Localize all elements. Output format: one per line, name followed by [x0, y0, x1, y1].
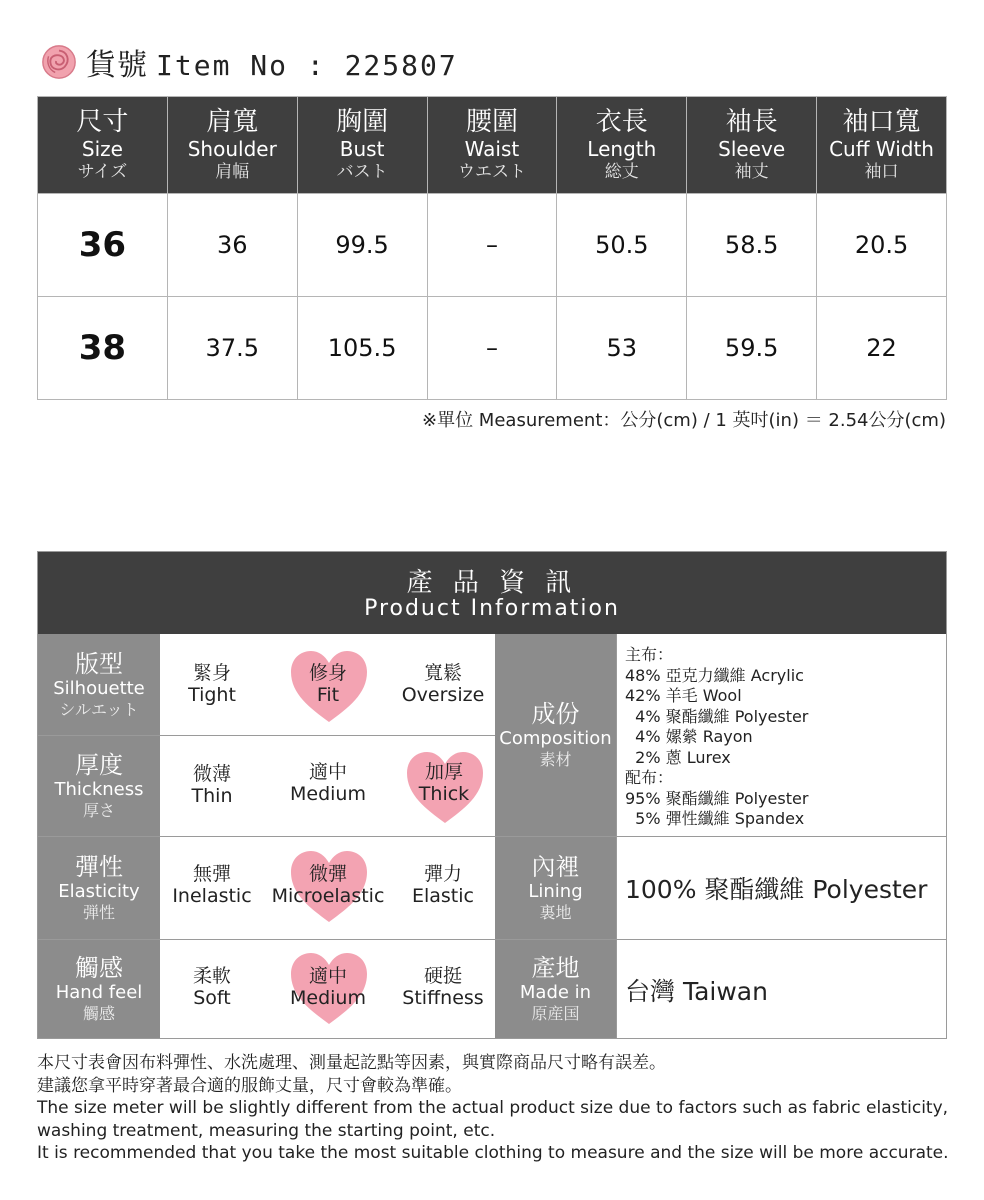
col-cuff-width: 袖口寬 Cuff Width 袖口	[817, 97, 947, 194]
option-oversize: 寬鬆 Oversize	[401, 662, 485, 706]
thickness-label: 厚度 Thickness 厚さ	[38, 736, 160, 836]
size-cell: 38	[38, 297, 168, 400]
cuff-cell: 20.5	[817, 194, 947, 297]
item-label: 貨號	[86, 48, 148, 83]
option-tight: 緊身 Tight	[188, 662, 236, 706]
rose-icon	[40, 43, 78, 81]
silhouette-label: 版型 Silhouette シルエット	[38, 634, 160, 735]
option-soft: 柔軟 Soft	[192, 965, 231, 1009]
disclaimer-line: It is recommended that you take the most suitable clothing to measure and the size will be more accurate.	[37, 1143, 949, 1163]
item-number	[86, 40, 458, 84]
option-stiffness: 硬挺 Stiffness	[402, 965, 484, 1009]
divider	[616, 634, 617, 1038]
product-info-title-en: Product Information	[364, 596, 620, 621]
bust-cell: 99.5	[297, 194, 427, 297]
waist-cell: –	[427, 194, 557, 297]
size-table	[37, 96, 947, 400]
composition-list: 主布： 48% 亞克力纖維 Acrylic 42% 羊毛 Wool 4% 聚酯纖維 Polyester 4% 嫘縈 Rayon 2% 蔥 Lurex 配布： 95% 聚酯纖維 Polyester 5% 彈性纖維 Spandex	[625, 645, 809, 828]
shoulder-cell: 36	[167, 194, 297, 297]
divider	[38, 939, 946, 940]
item-no: Item No : 225807	[156, 49, 458, 82]
option-elastic: 彈力 Elastic	[411, 863, 474, 907]
col-bust: 胸圍 Bust バスト	[297, 97, 427, 194]
length-cell: 50.5	[557, 194, 687, 297]
option-medium: 適中 Medium	[290, 965, 366, 1009]
col-size: 尺寸 Size サイズ	[38, 97, 168, 194]
table-row	[38, 297, 947, 400]
col-length: 衣長 Length 総丈	[557, 97, 687, 194]
composition-label: 成份 Composition 素材	[495, 634, 616, 836]
sleeve-cell: 58.5	[687, 194, 817, 297]
bust-cell: 105.5	[297, 297, 427, 400]
option-thick: 加厚 Thick	[418, 761, 470, 805]
option-microelastic: 微彈 Microelastic	[271, 863, 385, 907]
cuff-cell: 22	[817, 297, 947, 400]
disclaimer-line: The size meter will be slightly different from the actual product size due to factors such as fabric elasticity,	[37, 1098, 949, 1118]
product-info-title-zh: 產 品 資 訊	[406, 568, 578, 598]
disclaimer-line: 建議您拿平時穿著最合適的服飾丈量，尺寸會較為準確。	[37, 1075, 462, 1096]
divider	[38, 735, 495, 736]
option-thin: 微薄 Thin	[191, 763, 233, 807]
length-cell: 53	[557, 297, 687, 400]
origin-label: 產地 Made in 原産国	[495, 940, 616, 1038]
measurement-note: ※單位 Measurement：公分(cm) / 1 英吋(in) ＝ 2.54公分(cm)	[422, 410, 946, 431]
option-medium: 適中 Medium	[290, 761, 366, 805]
disclaimer	[37, 1052, 949, 1165]
lining-value: 100% 聚酯纖維 Polyester	[625, 875, 928, 904]
divider	[38, 836, 946, 837]
option-inelastic: 無彈 Inelastic	[172, 863, 252, 907]
disclaimer-line: washing treatment, measuring the starting point, etc.	[37, 1120, 496, 1141]
shoulder-cell: 37.5	[167, 297, 297, 400]
hand-feel-label: 觸感 Hand feel 觸感	[38, 940, 160, 1038]
lining-label: 內裡 Lining 裏地	[495, 837, 616, 939]
col-shoulder: 肩寬 Shoulder 肩幅	[167, 97, 297, 194]
sleeve-cell: 59.5	[687, 297, 817, 400]
size-table-header	[38, 97, 947, 194]
product-info-panel	[37, 551, 947, 1039]
item-header	[40, 40, 458, 84]
option-fit: 修身 Fit	[308, 662, 347, 706]
product-info-header	[38, 552, 946, 634]
waist-cell: –	[427, 297, 557, 400]
col-sleeve: 袖長 Sleeve 袖丈	[687, 97, 817, 194]
col-waist: 腰圍 Waist ウエスト	[427, 97, 557, 194]
table-row	[38, 194, 947, 297]
disclaimer-line: 本尺寸表會因布料彈性、水洗處理、測量起訖點等因素，與實際商品尺寸略有誤差。	[37, 1053, 666, 1073]
elasticity-label: 彈性 Elasticity 弾性	[38, 837, 160, 939]
origin-value: 台灣 Taiwan	[625, 977, 768, 1006]
size-cell: 36	[38, 194, 168, 297]
